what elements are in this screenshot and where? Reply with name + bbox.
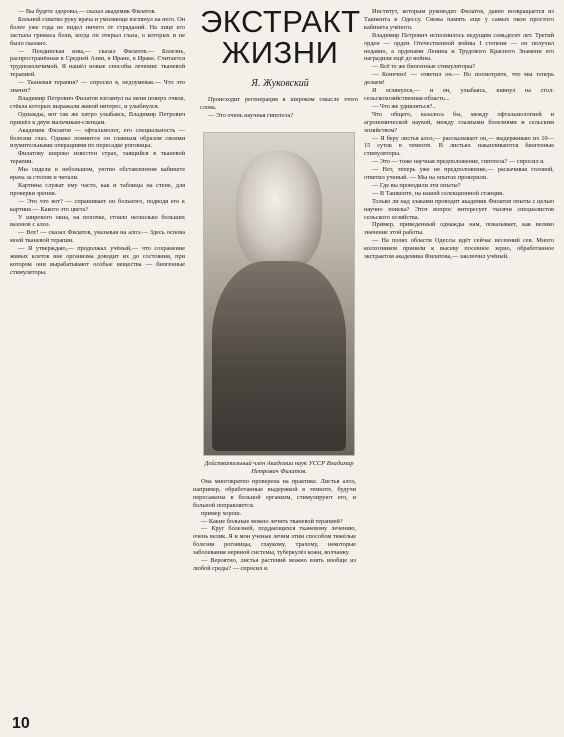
paragraph: — Где вы проводили эти опыты? [372, 181, 461, 189]
paragraph: Она многократно проверена на практике. Листья алоэ, например, обработанные выдержкой в темноте, будучи пересажены в больной организм, стимулируют его, и больной поправляется. [193, 478, 356, 509]
paragraph: Я оглянулся,— и он, улыбаясь, кивнул на стол: сельскохозяйственная область... [364, 87, 554, 102]
paragraph: — Тканевая терапия? — спросил я, недоумевая.— Что это значит? [10, 79, 185, 95]
paragraph: Пример, приведенный однажды нам, показывает, как велико значение этой работы. [364, 221, 554, 237]
paragraph: — На полях области Одессы идёт сейчас весенний сев. Много колхозников приняли к высеву посевное зерно, обработанное экстрактом академика Филатова,— заключил учёный. [364, 237, 554, 261]
paragraph: — Конечно! — ответил он.— Но посмотрите, что мы теперь делаем! [364, 71, 554, 87]
portrait-head [236, 151, 322, 271]
paragraph: — Это что вот? — спрашивает он больного, подводя его к картине.— Какого это цвета? [10, 197, 185, 213]
paragraph: Филатову широко известен страх, таящийся в тканевой терапии. [10, 150, 185, 166]
paragraph: — Это очень научная гипотеза? [208, 111, 294, 119]
paragraph: пример хорош. [201, 509, 242, 517]
paragraph: Только ли над злаками проводит академик Филатов опыты с целью научно поиска? Этот вопрос интересует тысячи специалистов сельского хозяйства. [364, 197, 554, 221]
paragraph: — Я утверждаю,— продолжал учёный,— что сохранение живых клеток вне организма доводит их до состояния, при котором они вырабатывают особые вещества — биогенные стимуляторы. [10, 245, 185, 276]
photo-caption: Действительный член Академии наук УССР Владимир Петрович Филатов. [204, 460, 354, 475]
right-column [364, 8, 554, 728]
mid-top-text [200, 96, 358, 130]
article-header [200, 6, 360, 89]
paragraph: Больной схватил руку врача и умоляюще взглянул на него. Он более уже года не видел ничего от страданий. На лице его застыла гримаса боли, когда он открыл глаза, о которых и не было сказано. [10, 15, 185, 47]
paragraph: — В Ташкенте, на нашей селекционной станции. [372, 189, 505, 197]
paragraph: Мы сидели в небольшом, уютно обставленном кабинете врача за столом и читали. [10, 166, 185, 182]
paragraph: — Вот! — сказал Филатов, указывая на алоэ.— Здесь основа моей тканевой терапии. [10, 229, 185, 245]
paragraph: Что общего, казалось бы, между офтальмологией и агрономической наукой, между глазными болезнями и сельским хозяйством? [364, 110, 554, 134]
paragraph: — Я беру листья алоэ,— рассказывает он,— выдерживаю их 10—15 суток в темноте. В листьях накапливаются биогенные стимуляторы. [364, 134, 554, 158]
left-column [10, 8, 185, 728]
paragraph: Однажды, вот так же хитро улыбаясь, Владимир Петрович пришёл к двум мальчикам-слепцам. [10, 110, 185, 126]
paragraph: Происходит регенерация в широком смысле этого слова. [200, 96, 358, 111]
page-number: 10 [12, 715, 30, 732]
paragraph: — Что же удивляться?.. [372, 102, 436, 110]
paragraph: Владимир Петрович Филатов взглянул на меня поверх очков, стёкла которых выражали живой интерес, и улыбнулся. [10, 94, 185, 110]
paragraph: — Круг болезней, поддающихся тканевому лечению, очень велик. Я и мои ученые лечим этим способом тяжёлые болезни роговицы, глаукому, трахому, некоторые заболевания нервной системы, туберкулёз кожи, волчанку. [193, 525, 356, 557]
article-author: Я. Жуковский [251, 78, 309, 89]
paragraph: — Пендинская язва,— сказал Филатов.— Болезнь, распространённая в Средней Азии, в Иране, в Ираке. Считается трудноизлечимой. Я нашёл новые способы лечения: тканевой терапией. [10, 47, 185, 79]
paragraph: — Вероятно, листья растений можно взять вообще из любой среды? — спросил я. [193, 557, 356, 572]
paragraph: — Это — тоже научная предположение, гипотеза? — спросил я. [372, 158, 545, 166]
mid-column [193, 478, 356, 723]
paragraph: — Нет, теперь уже не предположение,— раскачивая головой, ответил ученый. — Мы на опытах проверили. [364, 166, 554, 182]
portrait-body [212, 261, 346, 451]
paragraph: — Какие больные можно лечить тканевой терапией? [201, 517, 343, 525]
paragraph: Владимир Петрович исполнилось ведущим семьдесят лет. Третий орден — орден Отечественной войны I степени — он получил недавно, а орденами Ленина и Трудового Красного Знамени его наградили ещё до войны. [364, 31, 554, 63]
portrait-photo [203, 132, 355, 456]
paragraph: У широкого окна, на полочке, стояло несколько больших вазонов с алоэ. [10, 213, 185, 229]
paragraph: Картины служат ему часто, как и таблицы на стене, для проверки зрения. [10, 181, 185, 197]
paragraph: Академик Филатов — офтальмолог, его специальность — болезни глаз. Однако помнится он главным образом своими изумительными операциями по пересадке роговицы. [10, 126, 185, 150]
paragraph: — Вы будете здоровы,— сказал академик Филатов. [18, 8, 157, 15]
paragraph: — Всё те же биогенные стимуляторы? [372, 63, 476, 71]
paragraph: Институт, которым руководит Филатов, давно возвращается из Ташкента в Одессу. Свежа память еще у самых окон простого кабинета учёного. [364, 8, 554, 31]
article-title: ЭКСТРАКТ ЖИЗНИ [200, 4, 361, 70]
